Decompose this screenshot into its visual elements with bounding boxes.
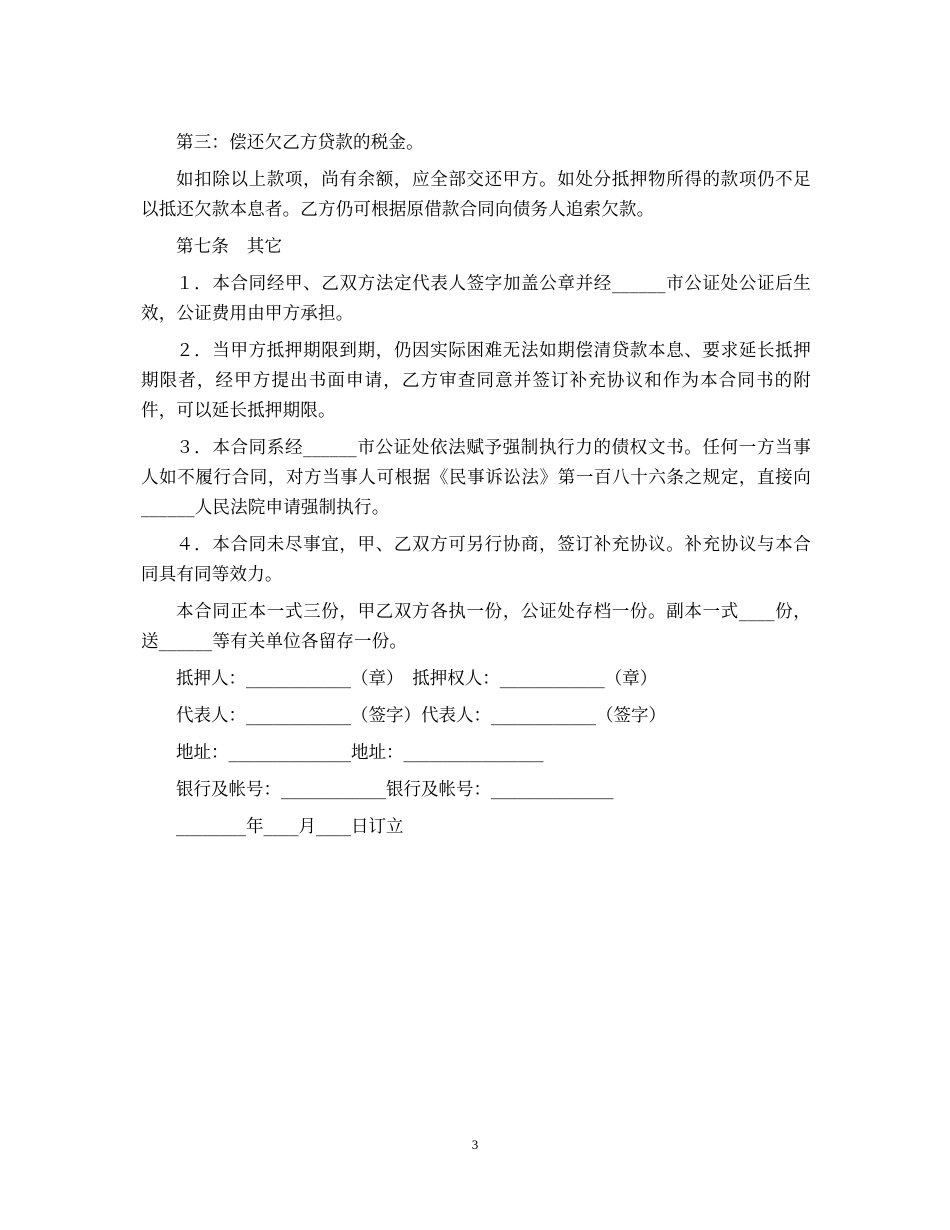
paragraph-remaining-balance: 如扣除以上款项，尚有余额，应全部交还甲方。如处分抵押物所得的款项仍不足以抵还欠款本息者。乙方仍可根据原借款合同向债务人追索欠款。 [141,170,811,220]
clause-3-enforcement: ３．本合同系经______市公证处依法赋予强制执行力的债权文书。任何一方当事人如不履行合同，对方当事人可根据《民事诉讼法》第一百八十六条之规定，直接向______人民法院申请强制执行。 [141,438,811,518]
page-number: 3 [471,1137,479,1152]
clause-2-extension: ２．当甲方抵押期限到期，仍因实际困难无法如期偿清贷款本息、要求延长抵押期限者，经甲方提出书面申请，乙方审查同意并签订补充协议和作为本合同书的附件，可以延长抵押期限。 [141,341,811,421]
signature-line-bank-account: 银行及帐号：____________银行及帐号：______________ [176,780,614,800]
signature-line-representative: 代表人：____________（签字）代表人：____________（签字） [176,706,666,726]
document-body [141,128,811,849]
clause-4-supplement: ４．本合同未尽事宜，甲、乙双方可另行协商，签订补充协议。补充协议与本合同具有同等效力。 [141,535,811,585]
signature-line-date: ________年____月____日订立 [176,817,404,837]
paragraph-copies: 本合同正本一式三份，甲乙双方各执一份，公证处存档一份。副本一式____份，送______等有关单位各留存一份。 [141,602,811,652]
article-seven-heading: 第七条 其它 [176,237,283,257]
signature-line-mortgagor: 抵押人：____________（章） 抵押权人：____________（章） [176,669,658,689]
clause-1-notarization: １．本合同经甲、乙双方法定代表人签字加盖公章并经______市公证处公证后生效，公证费用由甲方承担。 [141,274,811,324]
signature-line-address: 地址：______________地址：________________ [176,743,544,763]
paragraph-repay-tax: 第三：偿还欠乙方贷款的税金。 [176,133,424,153]
